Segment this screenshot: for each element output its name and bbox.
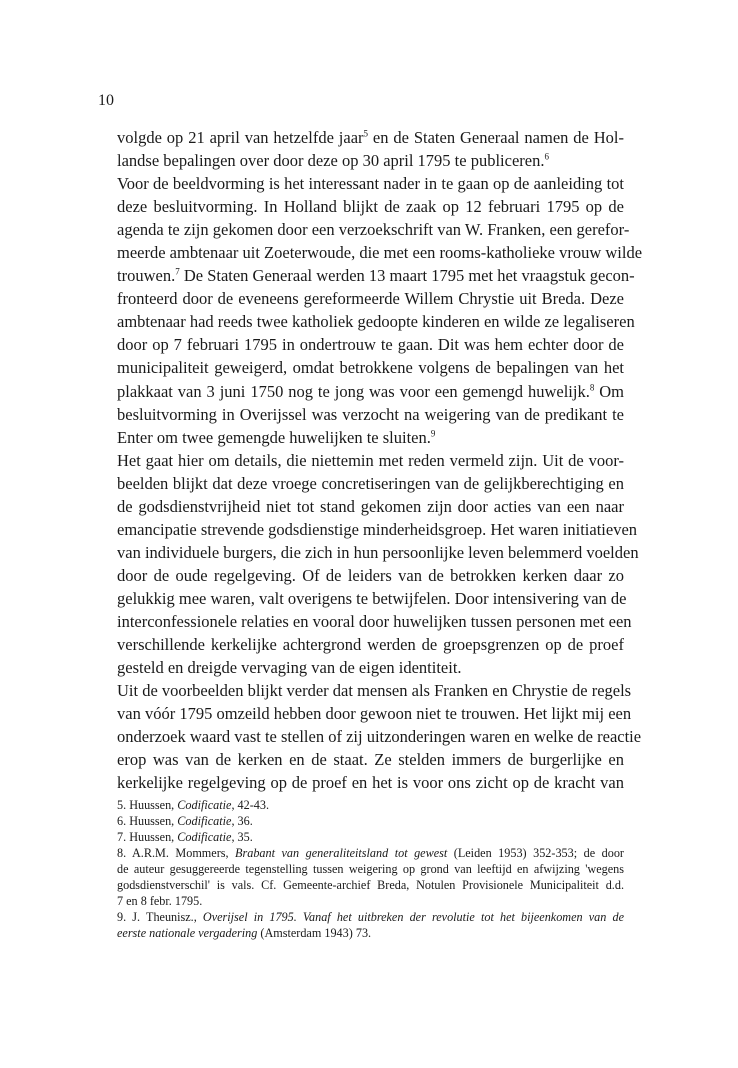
- body-line-text-continued: De Staten Generaal werden 13 maart 1795 met het vraagstuk gecon-: [179, 266, 635, 286]
- footnotes: [117, 797, 624, 941]
- body-line: [117, 679, 632, 702]
- body-line-text: trouwen.: [117, 266, 176, 286]
- footnote-text: 7 en 8 febr. 1795.: [117, 894, 203, 908]
- body-line-text: emancipatie strevende godsdienstige minderheidsgroep. Het waren initiatieven: [117, 519, 638, 539]
- body-line: [117, 495, 624, 518]
- footnote-title-italic: Brabant van generaliteitsland tot gewest: [235, 846, 448, 860]
- body-line: [117, 610, 632, 633]
- footnote-reference: 9: [430, 428, 436, 439]
- body-line: [117, 564, 624, 587]
- body-line-text: Het gaat hier om details, die niettemin met reden vermeld zijn. Uit de voor-: [117, 450, 624, 470]
- body-line-text: plakkaat van 3 juni 1750 nog te jong was voor een gemengd huwelijk.: [117, 381, 590, 401]
- body-line: [117, 702, 632, 725]
- body-line-text: gesteld en dreigde vervaging van de eigen identiteit.: [117, 658, 462, 678]
- body-line-text: van vóór 1795 omzeild hebben door gewoon niet te trouwen. Het lijkt mij een: [117, 704, 632, 724]
- footnote-text: 7. Huussen,: [117, 830, 178, 844]
- body-line: [117, 218, 630, 241]
- body-line-text: onderzoek waard vast te stellen of zij uitzonderingen waren en welke de reactie: [117, 727, 642, 747]
- footnote-text: (Leiden 1953) 352-353; de door: [447, 846, 624, 860]
- body-line: [117, 287, 624, 310]
- footnote-text: 5. Huussen,: [117, 798, 178, 812]
- footnote-title-italic: Codificatie: [177, 830, 232, 844]
- body-line: [117, 587, 627, 610]
- body-line-text: de godsdienstvrijheid niet tot stand gekomen zijn door acties van een naar: [117, 496, 624, 516]
- body-line-text-continued: en de Staten Generaal namen de Hol-: [368, 128, 624, 147]
- body-line: [117, 356, 624, 379]
- body-line-text: agenda te zijn gekomen door een verzoekschrift van W. Franken, een gerefor-: [117, 220, 630, 240]
- body-line-text: Uit de voorbeelden blijkt verder dat mensen als Franken en Chrystie de regels: [117, 681, 632, 701]
- body-line: [117, 310, 635, 333]
- body-line: [117, 472, 624, 495]
- footnote-text: de auteur gesuggereerde tegenstelling tussen weigering op grond van leeftijd en afwijzing 'wegens: [117, 862, 624, 876]
- body-line: [117, 633, 624, 656]
- body-line-text: fronteerd door de eveneens gereformeerde Willem Chrystie uit Breda. Deze: [117, 289, 624, 309]
- body-text: [117, 126, 643, 794]
- body-line: [117, 656, 624, 679]
- body-line-text: besluitvorming in Overijssel was verzocht na weigering van de predikant te: [117, 404, 624, 424]
- footnote-line: [117, 813, 624, 829]
- body-line-text: erop was van de kerken en de staat. Ze stelden immers de burgerlijke en: [117, 750, 624, 770]
- body-line: [117, 403, 624, 426]
- footnote-line: [117, 797, 624, 813]
- footnote-line: [117, 845, 624, 861]
- footnote-reference: 6: [544, 151, 549, 162]
- footnote-line: [117, 925, 624, 941]
- footnote-reference: 5: [363, 128, 369, 139]
- footnote-text: (Amsterdam 1943) 73.: [257, 926, 372, 940]
- footnote-title-italic: Overijsel in 1795. Vanaf het uitbreken der revolutie tot het bijeenkomen van de: [202, 910, 624, 924]
- body-line: [117, 172, 624, 195]
- body-line-text: door op 7 februari 1795 in ondertrouw te gaan. Dit was hem echter door de: [117, 335, 624, 355]
- footnote-text: , 42-43.: [231, 798, 270, 812]
- body-line-text: door de oude regelgeving. Of de leiders van de betrokken kerken daar zo: [117, 565, 624, 585]
- body-line-text: ambtenaar had reeds twee katholiek gedoopte kinderen en wilde ze legaliseren: [117, 312, 635, 332]
- body-line-text: landse bepalingen over door deze op 30 april 1795 te publiceren.: [117, 151, 545, 171]
- footnote-title-italic: Codificatie: [177, 814, 232, 828]
- body-line: [117, 449, 624, 472]
- footnote-text: 6. Huussen,: [117, 814, 178, 828]
- footnote-line: [117, 909, 624, 925]
- body-line: [117, 518, 638, 541]
- footnote-reference: 7: [175, 266, 180, 277]
- body-line: [117, 333, 624, 356]
- body-line: [117, 264, 635, 287]
- body-line: [117, 241, 643, 264]
- body-line-text: beelden blijkt dat deze vroege concretiseringen van de gelijkberechtiging en: [117, 473, 624, 493]
- body-line-text: municipaliteit geweigerd, omdat betrokkene volgens de bepalingen van het: [117, 358, 624, 378]
- footnote-reference: 8: [589, 382, 595, 393]
- body-line: [117, 380, 624, 403]
- body-line: [117, 771, 624, 794]
- footnote-text: , 35.: [231, 830, 253, 844]
- footnote-text: 8. A.R.M. Mommers,: [117, 846, 236, 860]
- footnote-line: [117, 861, 624, 877]
- body-line: [117, 748, 624, 771]
- body-line-text: Voor de beeldvorming is het interessant nader in te gaan op de aanleiding tot: [117, 174, 624, 194]
- body-line: [117, 149, 624, 172]
- body-line: [117, 725, 642, 748]
- body-line: [117, 426, 624, 449]
- body-line-text: interconfessionele relaties en vooral door huwelijken tussen personen met een: [117, 611, 632, 631]
- body-line-text: deze besluitvorming. In Holland blijkt de zaak op 12 februari 1795 op de: [117, 197, 624, 217]
- body-line-text: gelukkig mee waren, valt overigens te betwijfelen. Door intensivering van de: [117, 588, 627, 608]
- body-line-text-continued: Om: [594, 381, 624, 401]
- body-line-text: meerde ambtenaar uit Zoeterwoude, die met een rooms-katholieke vrouw wilde: [117, 243, 643, 263]
- body-line: [117, 195, 624, 218]
- body-line: [117, 541, 639, 564]
- footnote-line: [117, 893, 624, 909]
- footnote-line: [117, 877, 624, 893]
- body-line-text: van individuele burgers, die zich in hun persoonlijke leven belemmerd voelden: [117, 542, 639, 562]
- footnote-title-italic: eerste nationale vergadering: [117, 926, 258, 940]
- body-line-text: volgde op 21 april van hetzelfde jaar: [117, 128, 364, 147]
- body-line: [117, 126, 624, 149]
- footnote-title-italic: Codificatie: [177, 798, 232, 812]
- body-line-text: kerkelijke regelgeving op de proef en het is voor ons zicht op de kracht van: [117, 773, 624, 793]
- footnote-text: , 36.: [231, 814, 253, 828]
- footnote-line: [117, 829, 624, 845]
- footnote-text: godsdienstverschil' is vals. Cf. Gemeente-archief Breda, Notulen Provisionele Municipaliteit d.d.: [117, 878, 624, 892]
- footnote-text: 9. J. Theunisz.,: [117, 910, 203, 924]
- body-line-text: verschillende kerkelijke achtergrond werden de groepsgrenzen op de proef: [117, 635, 624, 655]
- body-line-text: Enter om twee gemengde huwelijken te sluiten.: [117, 427, 431, 447]
- page-number: 10: [98, 92, 114, 109]
